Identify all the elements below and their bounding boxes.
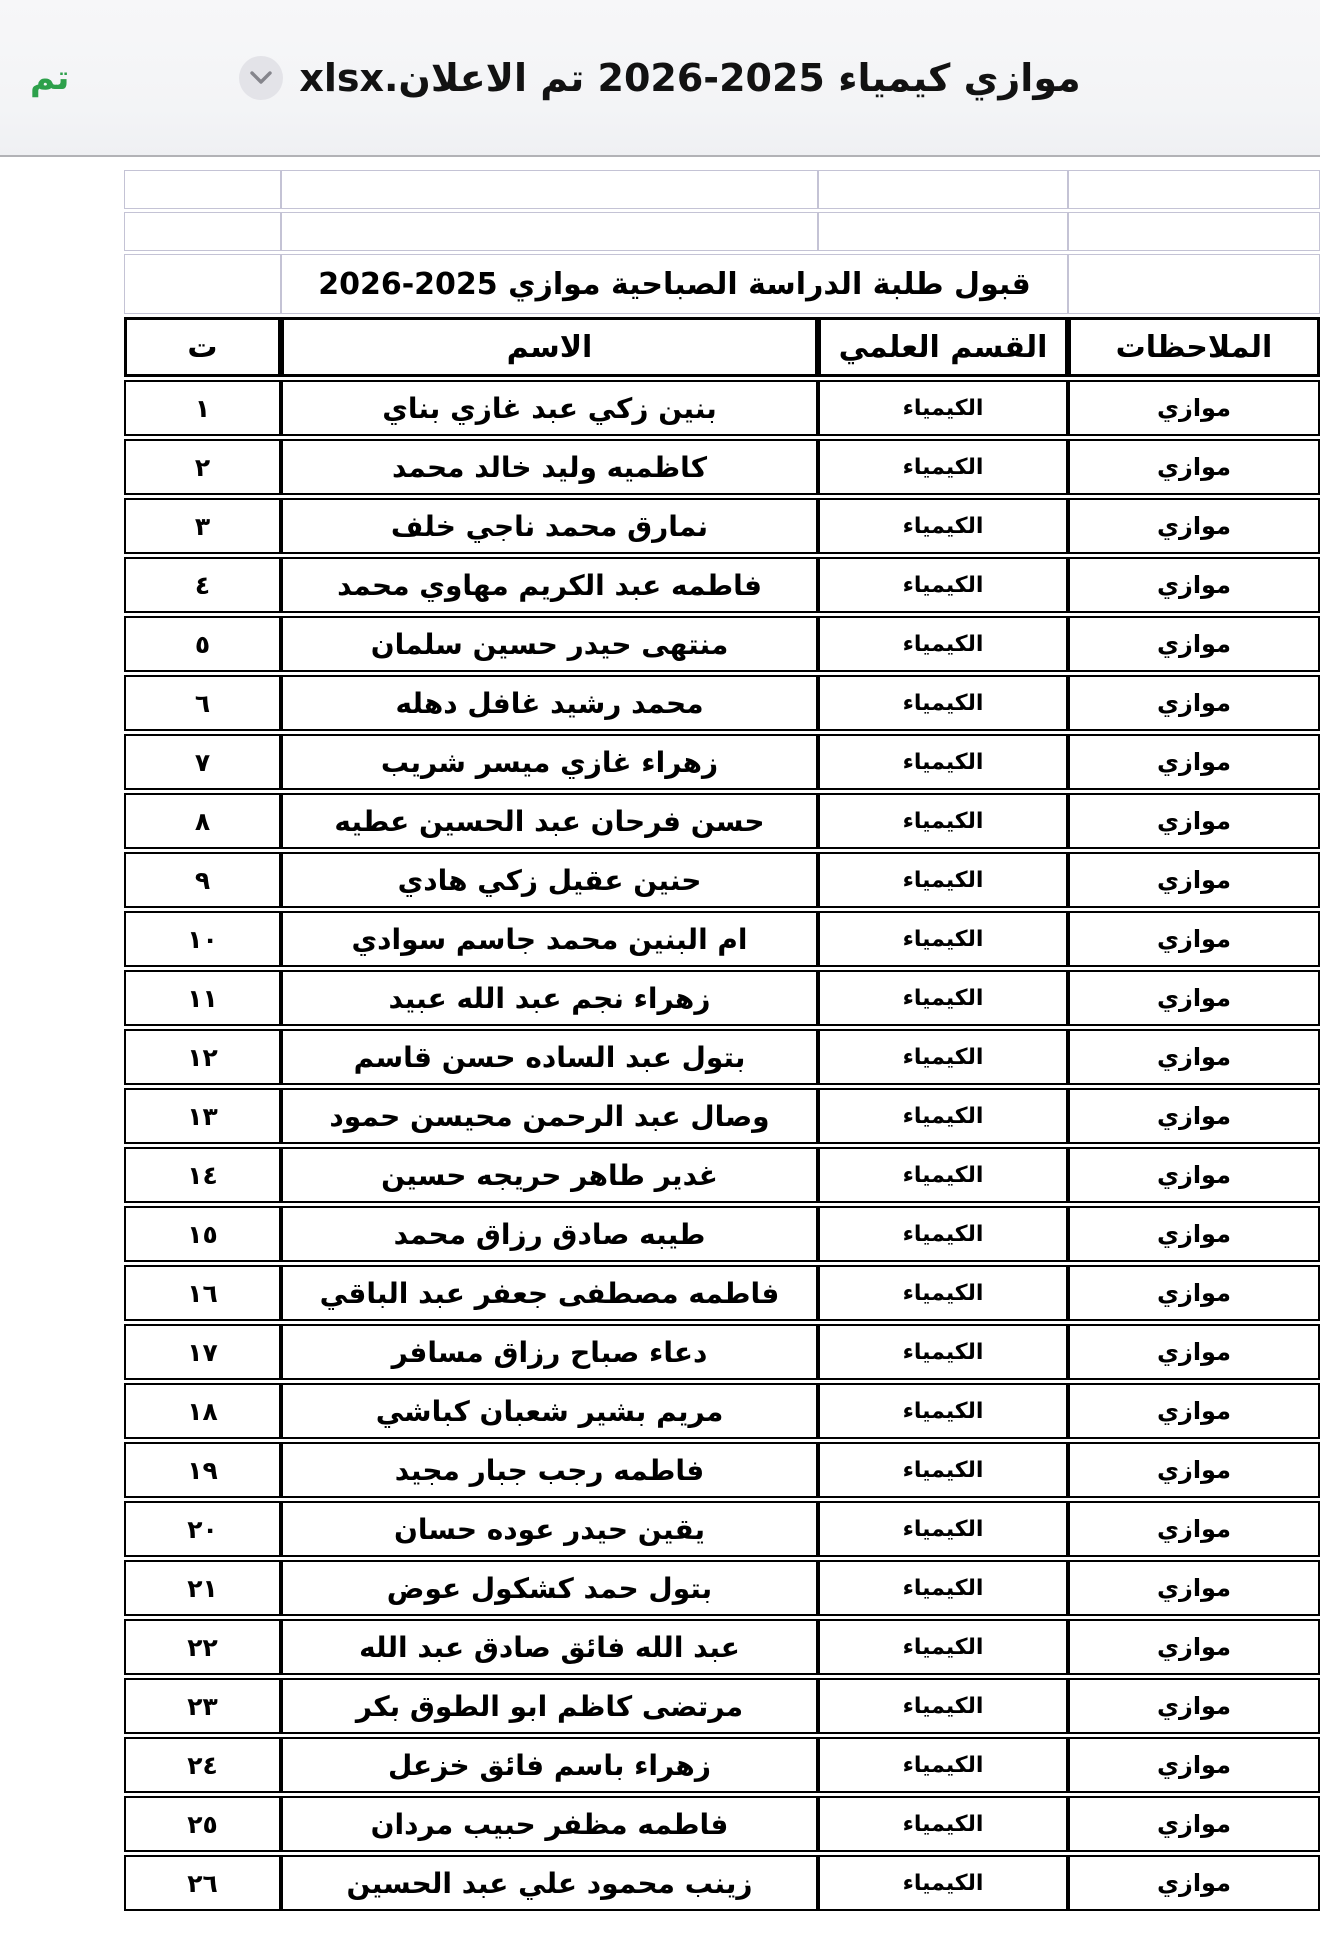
row-number-cell: ١٨ (124, 1383, 281, 1439)
department-cell: الكيمياء (818, 1147, 1068, 1203)
empty-row (124, 170, 1320, 209)
notes-cell: موازي (1068, 675, 1320, 731)
empty-cell (1068, 212, 1320, 251)
department-cell: الكيمياء (818, 1442, 1068, 1498)
student-name-cell: زهراء غازي ميسر شريب (281, 734, 818, 790)
row-number-cell: ١٤ (124, 1147, 281, 1203)
table-row (124, 1265, 1320, 1321)
empty-cell (818, 212, 1068, 251)
notes-cell: موازي (1068, 734, 1320, 790)
department-cell: الكيمياء (818, 1501, 1068, 1557)
notes-cell: موازي (1068, 1855, 1320, 1911)
row-number-cell: ١١ (124, 970, 281, 1026)
row-number-cell: ١٥ (124, 1206, 281, 1262)
department-cell: الكيمياء (818, 1206, 1068, 1262)
notes-cell: موازي (1068, 1029, 1320, 1085)
department-cell: الكيمياء (818, 439, 1068, 495)
student-name-cell: فاطمه عبد الكريم مهاوي محمد (281, 557, 818, 613)
student-name-cell: فاطمه مظفر حبيب مردان (281, 1796, 818, 1852)
table-row (124, 616, 1320, 672)
department-cell: الكيمياء (818, 1619, 1068, 1675)
student-name-cell: غدير طاهر حريجه حسين (281, 1147, 818, 1203)
row-number-cell: ٣ (124, 498, 281, 554)
notes-cell: موازي (1068, 498, 1320, 554)
row-number-cell: ١٢ (124, 1029, 281, 1085)
department-cell: الكيمياء (818, 911, 1068, 967)
department-cell: الكيمياء (818, 380, 1068, 436)
student-name-cell: مريم بشير شعبان كباشي (281, 1383, 818, 1439)
table-row (124, 557, 1320, 613)
empty-cell (1068, 254, 1320, 314)
notes-cell: موازي (1068, 1147, 1320, 1203)
table-row (124, 675, 1320, 731)
student-name-cell: دعاء صباح رزاق مسافر (281, 1324, 818, 1380)
notes-cell: موازي (1068, 616, 1320, 672)
row-number-cell: ١ (124, 380, 281, 436)
table-row (124, 498, 1320, 554)
student-name-cell: مرتضى كاظم ابو الطوق بكر (281, 1678, 818, 1734)
row-number-cell: ١٠ (124, 911, 281, 967)
table-row (124, 1560, 1320, 1616)
notes-cell: موازي (1068, 1265, 1320, 1321)
sheet-title: قبول طلبة الدراسة الصباحية موازي 2025-2026 (281, 254, 1068, 314)
student-name-cell: محمد رشيد غافل دهله (281, 675, 818, 731)
table-row (124, 1088, 1320, 1144)
table-row (124, 911, 1320, 967)
student-name-cell: زهراء نجم عبد الله عبيد (281, 970, 818, 1026)
empty-cell (1068, 170, 1320, 209)
student-name-cell: ام البنين محمد جاسم سوادي (281, 911, 818, 967)
chevron-down-icon (250, 71, 272, 85)
department-cell: الكيمياء (818, 1324, 1068, 1380)
notes-cell: موازي (1068, 970, 1320, 1026)
table-row (124, 734, 1320, 790)
student-name-cell: فاطمه مصطفى جعفر عبد الباقي (281, 1265, 818, 1321)
department-cell: الكيمياء (818, 1855, 1068, 1911)
filename-title: موازي كيمياء 2025-2026 تم الاعلان.xlsx (299, 55, 1081, 100)
table-row (124, 1324, 1320, 1380)
row-number-cell: ٧ (124, 734, 281, 790)
header-name: الاسم (281, 317, 818, 377)
notes-cell: موازي (1068, 852, 1320, 908)
notes-cell: موازي (1068, 1383, 1320, 1439)
department-cell: الكيمياء (818, 1265, 1068, 1321)
row-number-cell: ٩ (124, 852, 281, 908)
row-number-cell: ٢٥ (124, 1796, 281, 1852)
notes-cell: موازي (1068, 1619, 1320, 1675)
row-number-cell: ٢٢ (124, 1619, 281, 1675)
table-row (124, 970, 1320, 1026)
table-row (124, 852, 1320, 908)
row-number-cell: ٢ (124, 439, 281, 495)
filename-title-group (239, 56, 1080, 100)
student-name-cell: زهراء باسم فائق خزعل (281, 1737, 818, 1793)
department-cell: الكيمياء (818, 675, 1068, 731)
notes-cell: موازي (1068, 1206, 1320, 1262)
department-cell: الكيمياء (818, 793, 1068, 849)
notes-cell: موازي (1068, 1796, 1320, 1852)
row-number-cell: ٥ (124, 616, 281, 672)
empty-row (124, 212, 1320, 251)
row-number-cell: ٢٦ (124, 1855, 281, 1911)
row-number-cell: ٦ (124, 675, 281, 731)
sheet-rows (124, 170, 1320, 1911)
table-row (124, 1501, 1320, 1557)
row-number-cell: ٢٠ (124, 1501, 281, 1557)
table-row (124, 1678, 1320, 1734)
table-row (124, 1029, 1320, 1085)
student-name-cell: وصال عبد الرحمن محيسن حمود (281, 1088, 818, 1144)
student-name-cell: عبد الله فائق صادق عبد الله (281, 1619, 818, 1675)
empty-cell (818, 170, 1068, 209)
empty-cell (281, 170, 818, 209)
table-row (124, 1619, 1320, 1675)
row-number-cell: ٢٤ (124, 1737, 281, 1793)
department-cell: الكيمياء (818, 1796, 1068, 1852)
table-row (124, 1383, 1320, 1439)
table-row (124, 793, 1320, 849)
department-cell: الكيمياء (818, 1560, 1068, 1616)
department-cell: الكيمياء (818, 970, 1068, 1026)
student-name-cell: منتهى حيدر حسين سلمان (281, 616, 818, 672)
department-cell: الكيمياء (818, 1678, 1068, 1734)
department-cell: الكيمياء (818, 734, 1068, 790)
student-name-cell: يقين حيدر عوده حسان (281, 1501, 818, 1557)
notes-cell: موازي (1068, 911, 1320, 967)
row-number-cell: ٤ (124, 557, 281, 613)
student-name-cell: حنين عقيل زكي هادي (281, 852, 818, 908)
sheet-table (124, 167, 1320, 1914)
empty-cell (281, 212, 818, 251)
notes-cell: موازي (1068, 1088, 1320, 1144)
table-row (124, 439, 1320, 495)
preview-toolbar (0, 0, 1320, 157)
student-name-cell: بنين زكي عبد غازي بناي (281, 380, 818, 436)
student-name-cell: حسن فرحان عبد الحسين عطيه (281, 793, 818, 849)
notes-cell: موازي (1068, 1737, 1320, 1793)
table-row (124, 380, 1320, 436)
student-name-cell: بتول حمد كشكول عوض (281, 1560, 818, 1616)
notes-cell: موازي (1068, 439, 1320, 495)
sheet-title-row (124, 254, 1320, 314)
sheet-preview-scroll-area[interactable] (0, 167, 1320, 1914)
student-name-cell: زينب محمود علي عبد الحسين (281, 1855, 818, 1911)
department-cell: الكيمياء (818, 1088, 1068, 1144)
department-cell: الكيمياء (818, 1029, 1068, 1085)
table-header-row (124, 317, 1320, 377)
table-row (124, 1442, 1320, 1498)
notes-cell: موازي (1068, 793, 1320, 849)
done-button[interactable]: تم (30, 57, 70, 98)
student-name-cell: كاظميه وليد خالد محمد (281, 439, 818, 495)
header-no: ت (124, 317, 281, 377)
department-cell: الكيمياء (818, 616, 1068, 672)
row-number-cell: ٢١ (124, 1560, 281, 1616)
student-name-cell: فاطمه رجب جبار مجيد (281, 1442, 818, 1498)
empty-cell (124, 254, 281, 314)
empty-cell (124, 170, 281, 209)
notes-cell: موازي (1068, 1560, 1320, 1616)
table-row (124, 1206, 1320, 1262)
department-cell: الكيمياء (818, 498, 1068, 554)
department-cell: الكيمياء (818, 1383, 1068, 1439)
student-name-cell: نمارق محمد ناجي خلف (281, 498, 818, 554)
table-row (124, 1855, 1320, 1911)
row-number-cell: ١٦ (124, 1265, 281, 1321)
row-number-cell: ٢٣ (124, 1678, 281, 1734)
notes-cell: موازي (1068, 380, 1320, 436)
department-cell: الكيمياء (818, 557, 1068, 613)
row-number-cell: ٨ (124, 793, 281, 849)
notes-cell: موازي (1068, 1442, 1320, 1498)
department-cell: الكيمياء (818, 852, 1068, 908)
table-row (124, 1737, 1320, 1793)
notes-cell: موازي (1068, 1678, 1320, 1734)
header-notes: الملاحظات (1068, 317, 1320, 377)
notes-cell: موازي (1068, 1501, 1320, 1557)
notes-cell: موازي (1068, 1324, 1320, 1380)
student-name-cell: طيبه صادق رزاق محمد (281, 1206, 818, 1262)
header-department: القسم العلمي (818, 317, 1068, 377)
row-number-cell: ١٣ (124, 1088, 281, 1144)
table-row (124, 1147, 1320, 1203)
table-row (124, 1796, 1320, 1852)
filename-menu-button[interactable] (239, 56, 283, 100)
row-number-cell: ١٧ (124, 1324, 281, 1380)
student-name-cell: بتول عبد الساده حسن قاسم (281, 1029, 818, 1085)
department-cell: الكيمياء (818, 1737, 1068, 1793)
notes-cell: موازي (1068, 557, 1320, 613)
row-number-cell: ١٩ (124, 1442, 281, 1498)
empty-cell (124, 212, 281, 251)
